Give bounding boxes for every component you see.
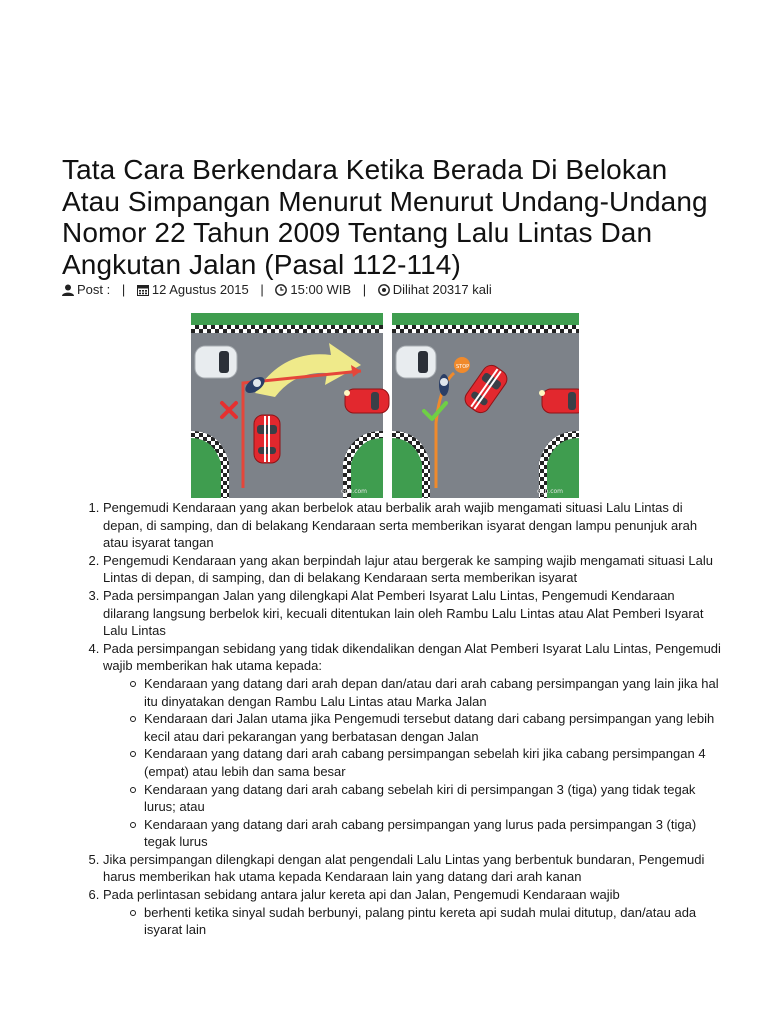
- post-meta-views: [378, 282, 492, 297]
- sub-list: [103, 675, 722, 851]
- list-item: 2. Pengemudi Kendaraan yang akan berpindah lajur atau bergerak ke samping wajib mengamati situasi Lalu Lintas di depan, di samping, dan di belakang Kendaraan serta memberikan isyarat: [103, 552, 722, 587]
- list-item: 3. Pada persimpangan Jalan yang dilengkapi Alat Pemberi Isyarat Lalu Lintas, Pengemudi Kendaraan dilarang langsung berbelok kiri, kecuali ditentukan lain oleh Rambu Lalu Lintas atau Alat Pemberi Isyarat Lalu Lintas: [103, 587, 722, 640]
- panel-wrong-turn: [191, 313, 389, 498]
- watermark-left: ogb.com: [341, 488, 368, 495]
- intersection-illustration: [191, 313, 579, 498]
- post-meta-author: [62, 282, 114, 297]
- panel-correct-turn: [392, 313, 579, 498]
- post-meta-date: [137, 282, 252, 297]
- post-views: Dilihat 20317 kali: [392, 282, 492, 297]
- meta-separator: |: [362, 282, 367, 297]
- views-icon: [378, 284, 390, 296]
- list-item: 5. Jika persimpangan dilengkapi dengan alat pengendali Lalu Lintas yang berbentuk bundaran, Pengemudi harus memberikan hak utama kepada Kendaraan lain yang datang dari arah kanan: [103, 851, 722, 886]
- list-item: 6. Pada perlintasan sebidang antara jalur kereta api dan Jalan, Pengemudi Kendaraan wajib berhenti ketika sinyal sudah berbunyi, palang pintu kereta api sudah mulai ditutup, dan/atau ada isyarat lain: [103, 886, 722, 939]
- post-meta: [62, 282, 722, 298]
- list-item: 4. Pada persimpangan sebidang yang tidak dikendalikan dengan Alat Pemberi Isyarat Lalu Lintas, Pengemudi wajib memberikan hak utama kepada: Kendaraan yang datang dari arah depan dan/atau dari arah cabang persimpangan yang lain jika hal itu dinyatakan dengan Rambu Lalu Lintas atau Marka Jalan Kendaraan dari Jalan utama jika Pengemudi tersebut datang dari cabang persimpangan yang lebih kecil atau dari pekarangan yang berbatasan dengan Jalan Kendaraan yang datang dari arah cabang persimpangan sebelah kiri jika cabang persimpangan 4 (empat) atau lebih dan sama besar Kendaraan yang datang dari arah cabang sebelah kiri di persimpangan 3 (tiga) yang tidak tegak lurus; atau Kendaraan yang datang dari arah cabang persimpangan yang lurus pada persimpangan 3 (tiga) tegak lurus: [103, 640, 722, 851]
- sub-list: [103, 904, 722, 939]
- sub-list-item: Kendaraan yang datang dari arah depan dan/atau dari arah cabang persimpangan yang lain jika hal itu dinyatakan dengan Rambu Lalu Lintas atau Marka Jalan: [144, 675, 722, 710]
- post-date: 12 Agustus 2015: [151, 282, 249, 297]
- sub-list-item: Kendaraan yang datang dari arah cabang persimpangan sebelah kiri jika cabang persimpangan 4 (empat) atau lebih dan sama besar: [144, 745, 722, 780]
- sub-list-item: Kendaraan yang datang dari arah cabang sebelah kiri di persimpangan 3 (tiga) yang tidak tegak lurus; atau: [144, 781, 722, 816]
- sub-list-item: Kendaraan yang datang dari arah cabang persimpangan yang lurus pada persimpangan 3 (tiga) tegak lurus: [144, 816, 722, 851]
- article-title: Tata Cara Berkendara Ketika Berada Di Belokan Atau Simpangan Menurut Menurut Undang-Undang Nomor 22 Tahun 2009 Tentang Lalu Lintas Dan Angkutan Jalan (Pasal 112-114): [62, 154, 708, 280]
- calendar-icon: [137, 284, 149, 296]
- article-body: [62, 499, 722, 939]
- post-meta-time: [275, 282, 354, 297]
- clock-icon: [275, 284, 287, 296]
- meta-separator: |: [260, 282, 264, 297]
- sub-list-item: Kendaraan dari Jalan utama jika Pengemudi tersebut datang dari cabang persimpangan yang lebih kecil atau dari pekarangan yang berbatasan dengan Jalan: [144, 710, 722, 745]
- meta-separator: |: [121, 282, 126, 297]
- stop-sign-label: STOP: [456, 364, 470, 370]
- user-icon: [62, 284, 74, 296]
- sub-list-item: berhenti ketika sinyal sudah berbunyi, palang pintu kereta api sudah mulai ditutup, dan/atau ada isyarat lain: [144, 904, 722, 939]
- watermark-right: ogb.com: [537, 488, 564, 495]
- post-label: Post :: [77, 282, 111, 297]
- post-time: 15:00 WIB: [290, 282, 352, 297]
- rules-list: [62, 499, 722, 939]
- list-item: 1. Pengemudi Kendaraan yang akan berbelok atau berbalik arah wajib mengamati situasi Lalu Lintas di depan, di samping, dan di belakang Kendaraan serta memberikan isyarat dengan lampu penunjuk arah atau isyarat tangan: [103, 499, 722, 552]
